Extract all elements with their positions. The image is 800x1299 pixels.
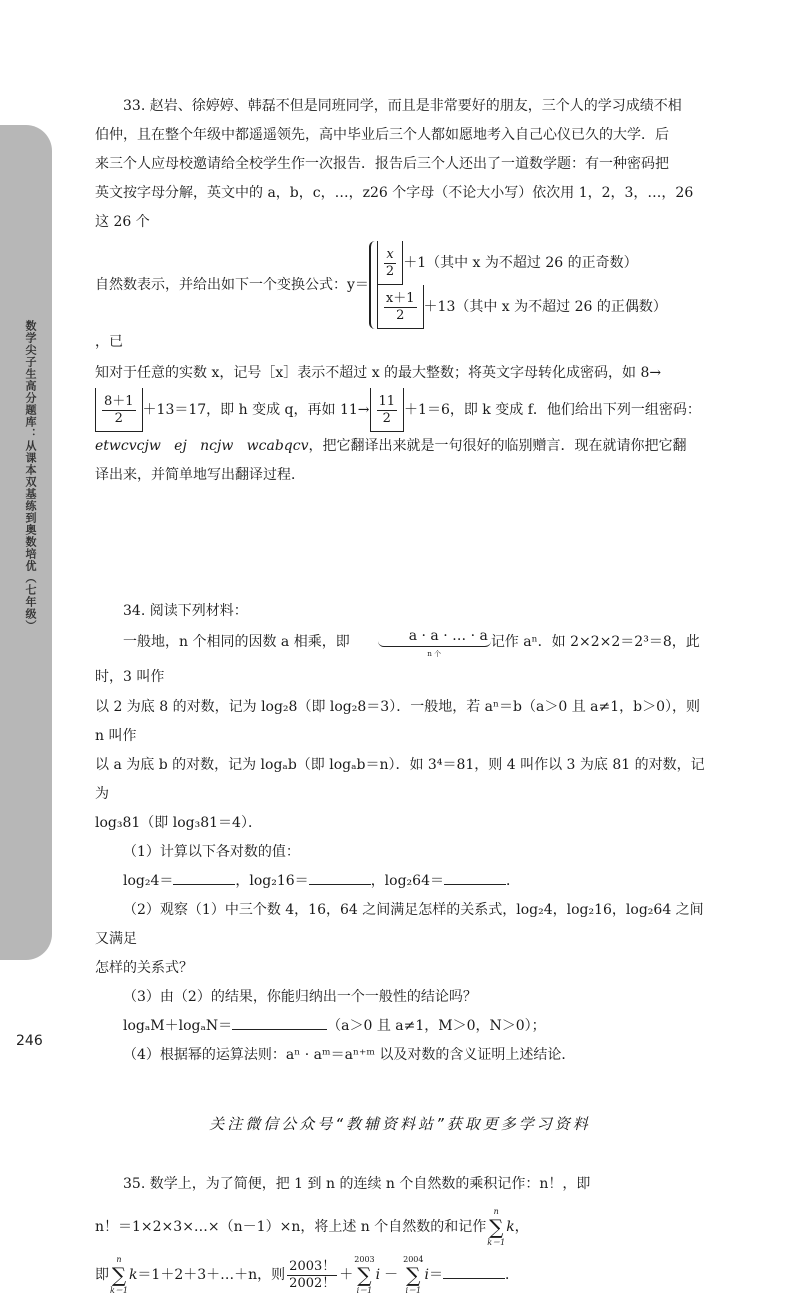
q34-line: 一般地，n 个相同的因数 a 相乘，即 a · a · … · a n 个 记作 aⁿ．如 2×2×2＝2³＝8，此时，3 叫作: [95, 628, 700, 685]
q33-line: 33. 赵岩、徐婷婷、韩磊不但是同班同学，而且是非常要好的朋友，三个人的学习成绩不相: [123, 98, 682, 114]
question-33: [95, 92, 710, 490]
q33-example-line: $\frac{8+1}{2}$ ＋13＝17，即 h 变成 q，再如 11→ $\frac{11}{2}$ ＋1＝6，即 k 变成 f．他们给出下列一组密码：: [95, 388, 710, 432]
q34-line: 以 2 为底 8 的对数，记为 log₂8（即 log₂8＝3）．一般地，若 aⁿ＝b（a＞0 且 a≠1，b＞0），则 n 叫作: [95, 699, 701, 744]
summation: n ∑ k＝1: [110, 1255, 128, 1295]
answer-blank[interactable]: [309, 884, 371, 885]
answer-blank[interactable]: [443, 1278, 505, 1279]
sidebar-tab: [0, 125, 52, 960]
question-34: [95, 597, 710, 1070]
q34-part-3-formula: logₐM＋logₐN＝ （a＞0 且 a≠1，M＞0，N＞0）；: [123, 1018, 546, 1034]
q34-part-1: （1）计算以下各对数的值：: [123, 844, 300, 860]
q34-part-4: （4）根据幂的运算法则：aⁿ · aᵐ＝aⁿ⁺ᵐ 以及对数的含义证明上述结论．: [123, 1047, 576, 1063]
cipher-text: etwcvcjw ej ncjw wcabqcv: [95, 438, 309, 454]
summation: n ∑ k＝1: [487, 1207, 506, 1247]
piecewise-formula: $\frac{x}{2}$ ＋1（其中 x 为不超过 26 的正奇数） $\frac{x+1}{2}$ ＋13（其中 x 为不超过 26 的正偶数）: [369, 241, 707, 329]
underbrace-product: a · a · … · a: [378, 626, 491, 647]
answer-blank[interactable]: [444, 884, 506, 885]
q33-line: 译出来，并简单地写出翻译过程．: [95, 467, 305, 483]
q35-line: 即 n ∑ k＝1 k＝1＋2＋3＋…＋n，则 $\frac{2003!}{2002!}$ ＋ 2003 ∑ i＝1 i － 2004 ∑ i＝1 i＝ ．: [95, 1255, 519, 1295]
q35-line: n！＝1×2×3×…×（n－1）×n，将上述 n 个自然数的和记作 n ∑ k＝1 k，: [95, 1207, 529, 1247]
floor-bracket: $\frac{x+1}{2}$: [377, 285, 424, 329]
q34-line: 以 a 为底 b 的对数，记为 logₐb（即 logₐb＝n）．如 3⁴＝81，则 4 叫作以 3 为底 81 的对数，记为: [95, 757, 705, 802]
floor-bracket: $\frac{x}{2}$: [377, 241, 403, 285]
fraction: $\frac{2003!}{2002!}$: [289, 1258, 336, 1291]
q34-part-3: （3）由（2）的结果，你能归纳出一个一般性的结论吗？: [123, 989, 477, 1005]
q33-line: 知对于任意的实数 x，记号［x］表示不超过 x 的最大整数；将英文字母转化成密码，如 8→: [95, 365, 662, 381]
page-number: 246: [16, 1033, 43, 1049]
answer-blank[interactable]: [173, 884, 235, 885]
q34-line: log₃81（即 log₃81＝4）．: [95, 815, 262, 831]
question-35: [95, 1170, 710, 1299]
q34-part-1-blanks: log₂4＝ ，log₂16＝ ，log₂64＝ ．: [123, 873, 520, 889]
q35-line: 35. 数学上，为了简便，把 1 到 n 的连续 n 个自然数的乘积记作：n！，即: [123, 1176, 591, 1192]
q33-formula-line: 自然数表示，并给出如下一个变换公式：y＝ $\frac{x}{2}$ ＋1（其中 x 为不超过 26 的正奇数） $\frac{x+1}{2}$ ＋13（其中 x 为不超过 26 的正偶数） ，已: [95, 241, 710, 355]
q33-line: 伯仲，且在整个年级中都遥遥领先，高中毕业后三个人都如愿地考入自己心仪已久的大学．后: [95, 127, 669, 143]
footer-watermark: 关注微信公众号“教辅资料站”获取更多学习资料: [209, 1115, 591, 1133]
summation: 2004 ∑ i＝1: [403, 1255, 424, 1295]
q33-line: 来三个人应母校邀请给全校学生作一次报告．报告后三个人还出了一道数学题：有一种密码把: [95, 156, 669, 172]
book-title: 数学尖子生高分题库：从课本双基练到奥数培优（七年级）: [24, 320, 37, 632]
q34-title: 34. 阅读下列材料：: [123, 603, 248, 619]
q34-part-2: 怎样的关系式？: [95, 960, 193, 976]
q34-part-2: （2）观察（1）中三个数 4，16，64 之间满足怎样的关系式，log₂4，log₂16，log₂64 之间又满足: [95, 902, 704, 947]
q33-line: etwcvcjw ej ncjw wcabqcv，把它翻译出来就是一句很好的临别赠言．现在就请你把它翻: [95, 438, 687, 454]
summation: 2003 ∑ i＝1: [354, 1255, 375, 1295]
q33-line: 英文按字母分解，英文中的 a，b，c，…，z26 个字母（不论大小写）依次用 1，2，3，…，26 这 26 个: [95, 185, 694, 230]
answer-blank[interactable]: [232, 1029, 327, 1030]
